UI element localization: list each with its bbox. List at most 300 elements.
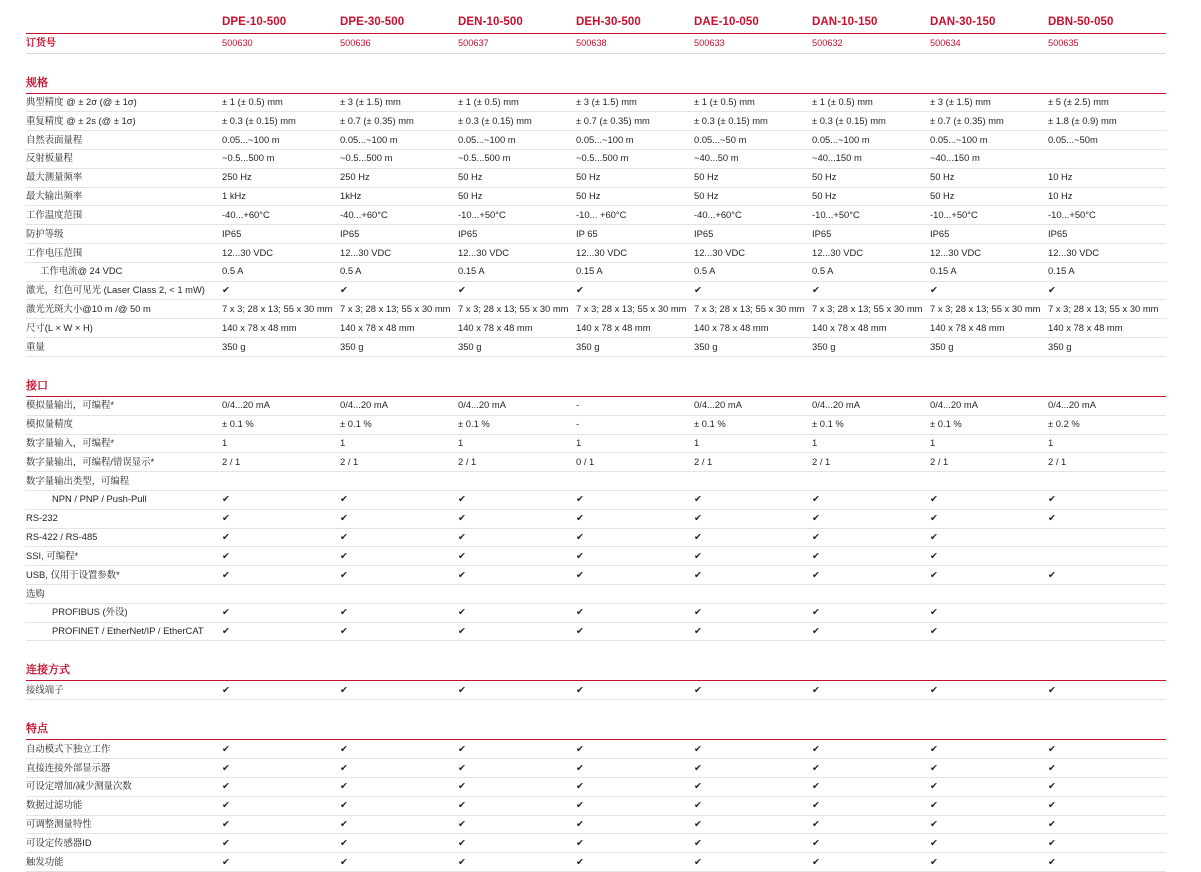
section-header-row	[26, 364, 1166, 397]
cell-0: ✔	[222, 281, 340, 300]
cell-6: 0.15 A	[930, 262, 1048, 281]
spec-sheet	[0, 16, 1201, 865]
cell-2: 50 Hz	[458, 187, 576, 206]
cell-2: ✔	[458, 490, 576, 509]
cell-3	[576, 472, 694, 491]
cell-7: 500635	[1048, 34, 1166, 54]
cell-3: 12...30 VDC	[576, 244, 694, 263]
cell-4: ✔	[694, 566, 812, 585]
cell-1: ✔	[340, 834, 458, 853]
cell-2: ✔	[458, 681, 576, 700]
cell-5: 2 / 1	[812, 453, 930, 472]
cell-0: 140 x 78 x 48 mm	[222, 319, 340, 338]
cell-2: ✔	[458, 796, 576, 815]
cell-7: ✔	[1048, 834, 1166, 853]
cell-1: ± 0.1 %	[340, 415, 458, 434]
cell-3: -	[576, 415, 694, 434]
cell-0: 0/4...20 mA	[222, 396, 340, 415]
table-row	[26, 319, 1166, 338]
row-label: NPN / PNP / Push-Pull	[26, 490, 222, 509]
cell-0: IP65	[222, 225, 340, 244]
cell-0: 0.05...~100 m	[222, 131, 340, 150]
cell-6	[930, 585, 1048, 604]
cell-3: ✔	[576, 796, 694, 815]
cell-6: ± 0.7 (± 0.35) mm	[930, 112, 1048, 131]
cell-1: 140 x 78 x 48 mm	[340, 319, 458, 338]
cell-3: ✔	[576, 603, 694, 622]
cell-3: ± 0.7 (± 0.35) mm	[576, 112, 694, 131]
cell-0: 250 Hz	[222, 168, 340, 187]
cell-5: 1	[812, 434, 930, 453]
cell-2: ✔	[458, 547, 576, 566]
cell-6: ✔	[930, 528, 1048, 547]
cell-4: 2 / 1	[694, 453, 812, 472]
cell-4: ✔	[694, 759, 812, 778]
cell-6: 350 g	[930, 338, 1048, 357]
row-label: 订货号	[26, 34, 222, 54]
cell-0: 350 g	[222, 338, 340, 357]
cell-5: ✔	[812, 796, 930, 815]
row-label: 数据过滤功能	[26, 796, 222, 815]
cell-0: ✔	[222, 547, 340, 566]
cell-5: ✔	[812, 622, 930, 641]
cell-4: ✔	[694, 622, 812, 641]
cell-3: ✔	[576, 777, 694, 796]
cell-7: ✔	[1048, 759, 1166, 778]
cell-4: 12...30 VDC	[694, 244, 812, 263]
cell-3: ± 3 (± 1.5) mm	[576, 93, 694, 112]
cell-1	[340, 472, 458, 491]
cell-0: ✔	[222, 740, 340, 759]
cell-4: 50 Hz	[694, 187, 812, 206]
row-label: 最大测量频率	[26, 168, 222, 187]
cell-3: ✔	[576, 834, 694, 853]
cell-2: 0.05...~100 m	[458, 131, 576, 150]
row-label: 接线端子	[26, 681, 222, 700]
cell-1: ✔	[340, 509, 458, 528]
table-row	[26, 585, 1166, 604]
cell-1: ✔	[340, 490, 458, 509]
cell-5: ✔	[812, 853, 930, 872]
section-title: 接口	[26, 364, 1166, 397]
cell-0: ± 1 (± 0.5) mm	[222, 93, 340, 112]
row-spacer	[26, 641, 1166, 649]
cell-5: ✔	[812, 777, 930, 796]
cell-2: 7 x 3; 28 x 13; 55 x 30 mm	[458, 300, 576, 319]
cell-0: ✔	[222, 777, 340, 796]
cell-5: 12...30 VDC	[812, 244, 930, 263]
row-label: 重量	[26, 338, 222, 357]
row-label: 可设定传感器ID	[26, 834, 222, 853]
cell-5: ✔	[812, 681, 930, 700]
table-row	[26, 547, 1166, 566]
cell-1: ✔	[340, 796, 458, 815]
cell-7: 0.15 A	[1048, 262, 1166, 281]
cell-7: ✔	[1048, 796, 1166, 815]
column-header-3: DEH-30-500	[576, 16, 694, 34]
row-label: USB, 仅用于设置参数*	[26, 566, 222, 585]
cell-1: ✔	[340, 759, 458, 778]
row-label: RS-232	[26, 509, 222, 528]
cell-3	[576, 585, 694, 604]
cell-0: ✔	[222, 528, 340, 547]
cell-7	[1048, 603, 1166, 622]
cell-6: 500634	[930, 34, 1048, 54]
cell-2: ✔	[458, 759, 576, 778]
table-row	[26, 434, 1166, 453]
table-row	[26, 415, 1166, 434]
cell-7: 350 g	[1048, 338, 1166, 357]
cell-4: 500633	[694, 34, 812, 54]
cell-3: ✔	[576, 759, 694, 778]
cell-5: 0.5 A	[812, 262, 930, 281]
cell-1: 500636	[340, 34, 458, 54]
row-label: 模拟量精度	[26, 415, 222, 434]
cell-7: 10 Hz	[1048, 187, 1166, 206]
cell-6: ✔	[930, 759, 1048, 778]
cell-6: ✔	[930, 566, 1048, 585]
row-label: 数字量输出，可编程/错误显示*	[26, 453, 222, 472]
cell-2: ✔	[458, 815, 576, 834]
cell-7: 0.05...~50m	[1048, 131, 1166, 150]
column-header-7: DBN-50-050	[1048, 16, 1166, 34]
cell-7: 140 x 78 x 48 mm	[1048, 319, 1166, 338]
cell-1: ✔	[340, 603, 458, 622]
cell-7	[1048, 547, 1166, 566]
cell-7: ✔	[1048, 777, 1166, 796]
cell-6: ✔	[930, 547, 1048, 566]
cell-3: IP 65	[576, 225, 694, 244]
cell-7	[1048, 528, 1166, 547]
cell-4: ✔	[694, 853, 812, 872]
cell-6: 0.05...~100 m	[930, 131, 1048, 150]
row-label: 自然表面量程	[26, 131, 222, 150]
cell-0: ✔	[222, 509, 340, 528]
cell-6: ✔	[930, 681, 1048, 700]
cell-4: ✔	[694, 740, 812, 759]
table-row	[26, 853, 1166, 872]
cell-1: 350 g	[340, 338, 458, 357]
cell-0	[222, 585, 340, 604]
cell-5: 7 x 3; 28 x 13; 55 x 30 mm	[812, 300, 930, 319]
cell-0	[222, 472, 340, 491]
cell-4: ✔	[694, 777, 812, 796]
table-row	[26, 509, 1166, 528]
cell-4: ± 1 (± 0.5) mm	[694, 93, 812, 112]
cell-6: 2 / 1	[930, 453, 1048, 472]
cell-0: ✔	[222, 681, 340, 700]
cell-6: -10...+50°C	[930, 206, 1048, 225]
row-label: 典型精度 @ ± 2σ (@ ± 1σ)	[26, 93, 222, 112]
table-row	[26, 187, 1166, 206]
row-label: 可调整测量特性	[26, 815, 222, 834]
cell-7	[1048, 472, 1166, 491]
table-row	[26, 528, 1166, 547]
column-header-6: DAN-30-150	[930, 16, 1048, 34]
cell-4: 0/4...20 mA	[694, 396, 812, 415]
cell-7: ✔	[1048, 681, 1166, 700]
section-header-row	[26, 61, 1166, 94]
cell-1: ✔	[340, 681, 458, 700]
cell-3: ✔	[576, 622, 694, 641]
cell-5: ✔	[812, 603, 930, 622]
cell-1: 12...30 VDC	[340, 244, 458, 263]
cell-6: IP65	[930, 225, 1048, 244]
cell-3: ✔	[576, 681, 694, 700]
cell-3: ~0.5...500 m	[576, 149, 694, 168]
cell-0: ✔	[222, 834, 340, 853]
cell-2: ✔	[458, 281, 576, 300]
cell-7: 1	[1048, 434, 1166, 453]
cell-5: ✔	[812, 509, 930, 528]
cell-5: 0/4...20 mA	[812, 396, 930, 415]
cell-4: 350 g	[694, 338, 812, 357]
cell-3: ✔	[576, 528, 694, 547]
cell-2: ✔	[458, 528, 576, 547]
cell-1: ± 3 (± 1.5) mm	[340, 93, 458, 112]
row-label: 激光，红色可见光 (Laser Class 2, < 1 mW)	[26, 281, 222, 300]
cell-5: ✔	[812, 815, 930, 834]
cell-1: 1	[340, 434, 458, 453]
column-header-2: DEN-10-500	[458, 16, 576, 34]
table-row	[26, 206, 1166, 225]
cell-4: IP65	[694, 225, 812, 244]
cell-0: 2 / 1	[222, 453, 340, 472]
cell-4: ~40...50 m	[694, 149, 812, 168]
cell-1: 2 / 1	[340, 453, 458, 472]
cell-6: ~40...150 m	[930, 149, 1048, 168]
cell-2: ✔	[458, 834, 576, 853]
cell-4: 140 x 78 x 48 mm	[694, 319, 812, 338]
cell-2: ~0.5...500 m	[458, 149, 576, 168]
cell-7: ± 5 (± 2.5) mm	[1048, 93, 1166, 112]
cell-6: 7 x 3; 28 x 13; 55 x 30 mm	[930, 300, 1048, 319]
cell-0: ✔	[222, 815, 340, 834]
cell-7	[1048, 622, 1166, 641]
cell-5: ✔	[812, 547, 930, 566]
cell-1: ✔	[340, 853, 458, 872]
cell-2: ✔	[458, 622, 576, 641]
row-label: 尺寸(L × W × H)	[26, 319, 222, 338]
cell-4: 50 Hz	[694, 168, 812, 187]
cell-4: ± 0.3 (± 0.15) mm	[694, 112, 812, 131]
section-title: 规格	[26, 61, 1166, 94]
cell-3: -10... +60°C	[576, 206, 694, 225]
cell-7: ✔	[1048, 853, 1166, 872]
cell-1: 0.05...~100 m	[340, 131, 458, 150]
table-row	[26, 338, 1166, 357]
cell-4: 1	[694, 434, 812, 453]
cell-3: 0.05...~100 m	[576, 131, 694, 150]
cell-2: ± 0.3 (± 0.15) mm	[458, 112, 576, 131]
cell-2	[458, 472, 576, 491]
row-label: 反射板量程	[26, 149, 222, 168]
cell-1: 0.5 A	[340, 262, 458, 281]
cell-2: 0.15 A	[458, 262, 576, 281]
cell-4: 0.5 A	[694, 262, 812, 281]
table-row	[26, 453, 1166, 472]
cell-3: 1	[576, 434, 694, 453]
cell-0: ✔	[222, 853, 340, 872]
row-label: 激光光斑大小@10 m /@ 50 m	[26, 300, 222, 319]
row-label: SSI, 可编程*	[26, 547, 222, 566]
cell-4: ✔	[694, 681, 812, 700]
cell-5: ± 0.1 %	[812, 415, 930, 434]
table-row	[26, 815, 1166, 834]
table-header-row	[26, 16, 1166, 34]
cell-4: ✔	[694, 815, 812, 834]
cell-4	[694, 472, 812, 491]
cell-0: ✔	[222, 622, 340, 641]
cell-1: 7 x 3; 28 x 13; 55 x 30 mm	[340, 300, 458, 319]
table-row	[26, 796, 1166, 815]
table-row	[26, 244, 1166, 263]
row-spacer	[26, 53, 1166, 61]
cell-7: IP65	[1048, 225, 1166, 244]
cell-7	[1048, 585, 1166, 604]
cell-3: ✔	[576, 547, 694, 566]
cell-0: -40...+60°C	[222, 206, 340, 225]
table-row	[26, 396, 1166, 415]
cell-4	[694, 585, 812, 604]
cell-1: ✔	[340, 815, 458, 834]
cell-2: 500637	[458, 34, 576, 54]
cell-6: ✔	[930, 281, 1048, 300]
cell-1: ✔	[340, 740, 458, 759]
table-row	[26, 262, 1166, 281]
cell-5: ✔	[812, 281, 930, 300]
cell-2: 0/4...20 mA	[458, 396, 576, 415]
cell-7: 2 / 1	[1048, 453, 1166, 472]
cell-7: ± 0.2 %	[1048, 415, 1166, 434]
cell-1: IP65	[340, 225, 458, 244]
cell-4: ✔	[694, 603, 812, 622]
row-label: RS-422 / RS-485	[26, 528, 222, 547]
cell-1: 1kHz	[340, 187, 458, 206]
cell-4: ✔	[694, 796, 812, 815]
cell-2: ± 1 (± 0.5) mm	[458, 93, 576, 112]
cell-5: IP65	[812, 225, 930, 244]
cell-6: ✔	[930, 796, 1048, 815]
cell-7: ✔	[1048, 281, 1166, 300]
cell-5: ~40...150 m	[812, 149, 930, 168]
row-label: 工作电流@ 24 VDC	[26, 262, 222, 281]
cell-0: ✔	[222, 566, 340, 585]
cell-7	[1048, 149, 1166, 168]
row-label: PROFIBUS (外设)	[26, 603, 222, 622]
cell-6: 50 Hz	[930, 168, 1048, 187]
cell-7: ✔	[1048, 740, 1166, 759]
cell-5: ± 1 (± 0.5) mm	[812, 93, 930, 112]
cell-7: ✔	[1048, 490, 1166, 509]
column-header-0: DPE-10-500	[222, 16, 340, 34]
cell-2: ✔	[458, 777, 576, 796]
cell-7: -10...+50°C	[1048, 206, 1166, 225]
cell-6: 12...30 VDC	[930, 244, 1048, 263]
cell-4: 7 x 3; 28 x 13; 55 x 30 mm	[694, 300, 812, 319]
cell-1: ✔	[340, 281, 458, 300]
cell-3: ✔	[576, 281, 694, 300]
cell-3: 50 Hz	[576, 168, 694, 187]
table-row	[26, 622, 1166, 641]
table-row	[26, 225, 1166, 244]
cell-6: ✔	[930, 815, 1048, 834]
table-row	[26, 131, 1166, 150]
cell-5	[812, 585, 930, 604]
table-row	[26, 740, 1166, 759]
cell-2: 140 x 78 x 48 mm	[458, 319, 576, 338]
cell-7: ✔	[1048, 566, 1166, 585]
cell-3: ✔	[576, 740, 694, 759]
cell-0: ✔	[222, 603, 340, 622]
row-label: 防护等级	[26, 225, 222, 244]
cell-1: ✔	[340, 528, 458, 547]
cell-1: ✔	[340, 566, 458, 585]
cell-3: 500638	[576, 34, 694, 54]
header-spec-column	[26, 16, 222, 34]
cell-3: 140 x 78 x 48 mm	[576, 319, 694, 338]
cell-1: ✔	[340, 777, 458, 796]
cell-6: ✔	[930, 509, 1048, 528]
cell-4: ✔	[694, 528, 812, 547]
row-label: 可设定增加/减少测量次数	[26, 777, 222, 796]
cell-5	[812, 472, 930, 491]
table-row	[26, 603, 1166, 622]
cell-7: ✔	[1048, 509, 1166, 528]
cell-4: ✔	[694, 834, 812, 853]
cell-2: ✔	[458, 853, 576, 872]
cell-3: 0.15 A	[576, 262, 694, 281]
cell-0: 12...30 VDC	[222, 244, 340, 263]
cell-1: -40...+60°C	[340, 206, 458, 225]
cell-6: ✔	[930, 603, 1048, 622]
table-row	[26, 93, 1166, 112]
cell-6: ± 0.1 %	[930, 415, 1048, 434]
section-header-row	[26, 707, 1166, 740]
cell-5: 50 Hz	[812, 168, 930, 187]
cell-2: 12...30 VDC	[458, 244, 576, 263]
order-number-row	[26, 34, 1166, 54]
cell-5: 350 g	[812, 338, 930, 357]
cell-6: ✔	[930, 490, 1048, 509]
section-title: 特点	[26, 707, 1166, 740]
table-row	[26, 300, 1166, 319]
cell-4: ✔	[694, 547, 812, 566]
cell-7: 0/4...20 mA	[1048, 396, 1166, 415]
cell-0: ✔	[222, 796, 340, 815]
cell-0: ± 0.3 (± 0.15) mm	[222, 112, 340, 131]
cell-1: 0/4...20 mA	[340, 396, 458, 415]
cell-3: ✔	[576, 815, 694, 834]
cell-5: 500632	[812, 34, 930, 54]
cell-3: 50 Hz	[576, 187, 694, 206]
cell-2: 1	[458, 434, 576, 453]
cell-6: 1	[930, 434, 1048, 453]
cell-2: 50 Hz	[458, 168, 576, 187]
section-header-row	[26, 648, 1166, 681]
cell-1: ~0.5...500 m	[340, 149, 458, 168]
row-label: 选购	[26, 585, 222, 604]
cell-5: ✔	[812, 528, 930, 547]
cell-6: 140 x 78 x 48 mm	[930, 319, 1048, 338]
table-row	[26, 566, 1166, 585]
cell-3: 7 x 3; 28 x 13; 55 x 30 mm	[576, 300, 694, 319]
product-specification-table	[26, 16, 1166, 872]
table-row	[26, 681, 1166, 700]
cell-6: ✔	[930, 740, 1048, 759]
row-label: 模拟量输出，可编程*	[26, 396, 222, 415]
table-row	[26, 112, 1166, 131]
